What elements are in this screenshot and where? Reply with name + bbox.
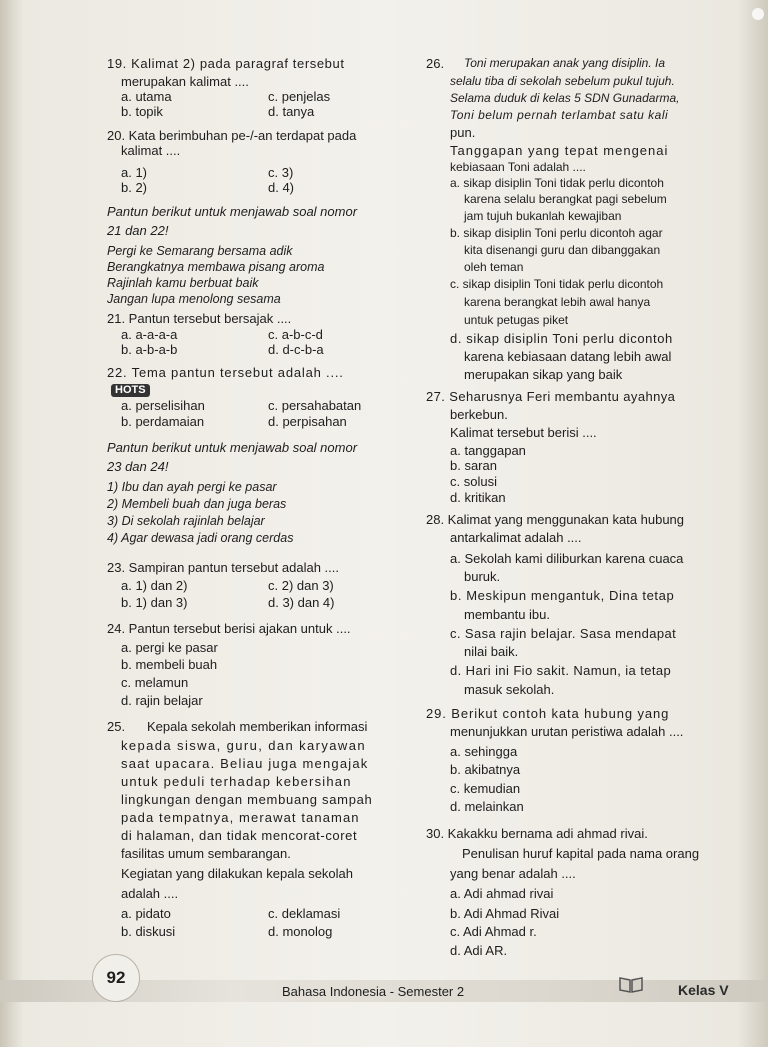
pantun2-line: 1) Ibu dan ayah pergi ke pasar <box>107 480 277 494</box>
pantun1-line: Pergi ke Semarang bersama adik <box>107 244 293 258</box>
q26-passage-line: Toni belum pernah terlambat satu kali <box>450 108 669 122</box>
q26-option-a-cont: karena selalu berangkat pagi sebelum <box>464 192 667 206</box>
q25-passage-line: pada tempatnya, merawat tanaman <box>121 810 360 825</box>
q30-option-d[interactable]: d. Adi AR. <box>450 943 508 958</box>
q20-option-d[interactable]: d. 4) <box>268 180 295 195</box>
q24-option-d[interactable]: d. rajin belajar <box>121 693 203 708</box>
q23-option-b[interactable]: b. 1) dan 3) <box>121 595 188 610</box>
q25-passage-line: saat upacara. Beliau juga mengajak <box>121 756 369 771</box>
q28-stem-2: antarkalimat adalah .... <box>450 530 582 545</box>
q26-passage-line: Selama duduk di kelas 5 SDN Gunadarma, <box>450 91 680 105</box>
q27-question: Kalimat tersebut berisi .... <box>450 425 597 440</box>
q19-option-d[interactable]: d. tanya <box>268 104 315 119</box>
q19-stem-1: 19. Kalimat 2) pada paragraf tersebut <box>107 56 345 71</box>
q28-option-b[interactable]: b. Meskipun mengantuk, Dina tetap <box>450 588 675 603</box>
q20-stem-2: kalimat .... <box>121 143 181 158</box>
q26-passage-line: Toni merupakan anak yang disiplin. Ia <box>464 56 666 70</box>
q27-stem-1: 27. Seharusnya Feri membantu ayahnya <box>426 389 676 404</box>
q26-option-d-cont: merupakan sikap yang baik <box>464 367 623 382</box>
q30-option-c[interactable]: c. Adi Ahmad r. <box>450 924 537 939</box>
q20-stem-1: 20. Kata berimbuhan pe-/-an terdapat pada <box>107 128 357 143</box>
q20-option-b[interactable]: b. 2) <box>121 180 148 195</box>
q29-option-d[interactable]: d. melainkan <box>450 799 524 814</box>
q25-question-1: Kegiatan yang dilakukan kepala sekolah <box>121 866 354 881</box>
q27-option-a[interactable]: a. tanggapan <box>450 443 526 458</box>
q22-stem: 22. Tema pantun tersebut adalah .... <box>107 365 344 380</box>
q30-stem-1: 30. Kakakku bernama adi ahmad rivai. <box>426 826 648 841</box>
q28-option-d-cont: masuk sekolah. <box>464 682 555 697</box>
q27-option-c[interactable]: c. solusi <box>450 474 497 489</box>
q20-option-c[interactable]: c. 3) <box>268 165 294 180</box>
q26-passage-line: pun. <box>450 125 476 140</box>
q23-stem: 23. Sampiran pantun tersebut adalah .... <box>107 560 339 575</box>
q25-passage-line: Kepala sekolah memberikan informasi <box>147 719 368 734</box>
hots-badge <box>111 381 150 397</box>
footer-title: Bahasa Indonesia - Semester 2 <box>282 984 465 999</box>
q21-stem: 21. Pantun tersebut bersajak .... <box>107 311 292 326</box>
pantun2-line: 2) Membeli buah dan juga beras <box>107 497 287 511</box>
q26-option-d-cont: karena kebiasaan datang lebih awal <box>464 349 672 364</box>
q28-option-a[interactable]: a. Sekolah kami diliburkan karena cuaca <box>450 551 684 566</box>
instruction-23-24-line-1: Pantun berikut untuk menjawab soal nomor <box>107 440 358 455</box>
q25-passage-line: fasilitas umum sembarangan. <box>121 846 291 861</box>
q28-option-a-cont: buruk. <box>464 569 501 584</box>
q28-option-d[interactable]: d. Hari ini Fio sakit. Namun, ia tetap <box>450 663 672 678</box>
q24-stem: 24. Pantun tersebut berisi ajakan untuk .... <box>107 621 351 636</box>
q30-stem-3: yang benar adalah .... <box>450 866 576 881</box>
q23-option-d[interactable]: d. 3) dan 4) <box>268 595 335 610</box>
q26-option-c-cont: untuk petugas piket <box>464 313 569 327</box>
q22-option-b[interactable]: b. perdamaian <box>121 414 205 429</box>
page-footer <box>0 952 768 1022</box>
q29-option-c[interactable]: c. kemudian <box>450 781 521 796</box>
q28-option-c-cont: nilai baik. <box>464 644 519 659</box>
q26-option-a[interactable]: a. sikap disiplin Toni tidak perlu dicontoh <box>450 176 664 190</box>
grade-label: Kelas V <box>678 982 729 998</box>
pantun1-line: Jangan lupa menolong sesama <box>107 292 281 306</box>
q27-option-d[interactable]: d. kritikan <box>450 490 506 505</box>
q26-number: 26. <box>426 56 445 71</box>
page-number: 92 <box>92 954 140 1002</box>
q26-option-a-cont: jam tujuh bukanlah kewajiban <box>464 209 622 223</box>
q24-option-c[interactable]: c. melamun <box>121 675 189 690</box>
pantun2-line: 3) Di sekolah rajinlah belajar <box>107 514 265 528</box>
q26-passage-line: selalu tiba di sekolah sebelum pukul tujuh. <box>450 74 675 88</box>
q24-option-b[interactable]: b. membeli buah <box>121 657 218 672</box>
q25-passage-line: untuk peduli terhadap kebersihan <box>121 774 352 789</box>
q21-option-b[interactable]: b. a-b-a-b <box>121 342 178 357</box>
q23-option-a[interactable]: a. 1) dan 2) <box>121 578 188 593</box>
q19-option-a[interactable]: a. utama <box>121 89 172 104</box>
q23-option-c[interactable]: c. 2) dan 3) <box>268 578 334 593</box>
q27-stem-2: berkebun. <box>450 407 508 422</box>
q25-passage-line: kepada siswa, guru, dan karyawan <box>121 738 366 753</box>
q25-passage-line: di halaman, dan tidak mencorat-coret <box>121 828 358 843</box>
q27-option-b[interactable]: b. saran <box>450 458 497 473</box>
q25-question-2: adalah .... <box>121 886 179 901</box>
q29-stem-1: 29. Berikut contoh kata hubung yang <box>426 706 670 721</box>
q25-option-b[interactable]: b. diskusi <box>121 924 176 939</box>
q22-option-c[interactable]: c. persahabatan <box>268 398 362 413</box>
q19-stem-2: merupakan kalimat .... <box>121 74 249 89</box>
q21-option-d[interactable]: d. d-c-b-a <box>268 342 324 357</box>
q28-option-c[interactable]: c. Sasa rajin belajar. Sasa mendapat <box>450 626 677 641</box>
q24-option-a[interactable]: a. pergi ke pasar <box>121 640 218 655</box>
q30-option-a[interactable]: a. Adi ahmad rivai <box>450 886 554 901</box>
q26-question-1: Tanggapan yang tepat mengenai <box>450 143 669 158</box>
q21-option-c[interactable]: c. a-b-c-d <box>268 327 323 342</box>
q22-option-a[interactable]: a. perselisihan <box>121 398 205 413</box>
hots-label: HOTS <box>111 384 150 397</box>
q26-option-b[interactable]: b. sikap disiplin Toni perlu dicontoh agar <box>450 226 663 240</box>
instruction-23-24-line-2: 23 dan 24! <box>107 459 169 474</box>
q28-stem-1: 28. Kalimat yang menggunakan kata hubung <box>426 512 685 527</box>
pantun2-line: 4) Agar dewasa jadi orang cerdas <box>107 531 294 545</box>
q20-option-a[interactable]: a. 1) <box>121 165 148 180</box>
q28-option-b-cont: membantu ibu. <box>464 607 550 622</box>
q25-option-d[interactable]: d. monolog <box>268 924 333 939</box>
instruction-21-22-line-1: Pantun berikut untuk menjawab soal nomor <box>107 204 358 219</box>
q29-stem-2: menunjukkan urutan peristiwa adalah .... <box>450 724 684 739</box>
q30-option-b[interactable]: b. Adi Ahmad Rivai <box>450 906 560 921</box>
pantun1-line: Berangkatnya membawa pisang aroma <box>107 260 325 274</box>
q26-option-c[interactable]: c. sikap disiplin Toni tidak perlu dicontoh <box>450 277 664 291</box>
pantun1-line: Rajinlah kamu berbuat baik <box>107 276 259 290</box>
scan-artifact <box>752 8 764 20</box>
instruction-21-22-line-2: 21 dan 22! <box>107 223 169 238</box>
q26-option-d[interactable]: d. sikap disiplin Toni perlu dicontoh <box>450 331 673 346</box>
q22-option-d[interactable]: d. perpisahan <box>268 414 347 429</box>
q29-option-b[interactable]: b. akibatnya <box>450 762 521 777</box>
q19-option-c[interactable]: c. penjelas <box>268 89 331 104</box>
q21-option-a[interactable]: a. a-a-a-a <box>121 327 178 342</box>
q25-option-a[interactable]: a. pidato <box>121 906 171 921</box>
q25-number: 25. <box>107 719 126 734</box>
q26-option-b-cont: kita disenangi guru dan dibanggakan <box>464 243 661 257</box>
q26-option-c-cont: karena berangkat lebih awal hanya <box>464 295 651 309</box>
q25-passage-line: lingkungan dengan membuang sampah <box>121 792 373 807</box>
book-icon <box>618 976 644 994</box>
q26-question-2: kebiasaan Toni adalah .... <box>450 160 586 174</box>
q30-stem-2: Penulisan huruf kapital pada nama orang <box>462 846 700 861</box>
q25-option-c[interactable]: c. deklamasi <box>268 906 341 921</box>
q26-option-b-cont: oleh teman <box>464 260 524 274</box>
q19-option-b[interactable]: b. topik <box>121 104 163 119</box>
q29-option-a[interactable]: a. sehingga <box>450 744 518 759</box>
